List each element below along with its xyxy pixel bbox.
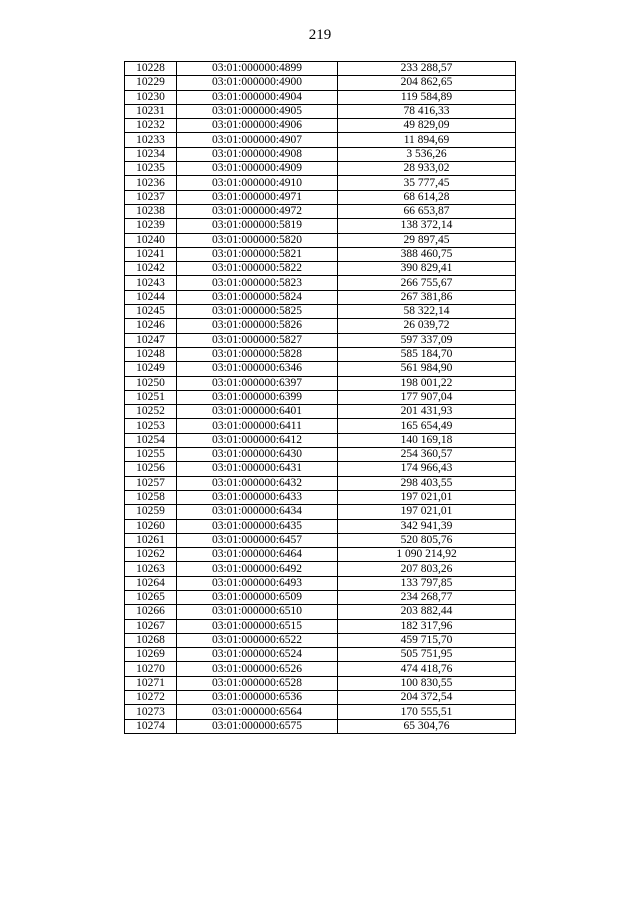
row-number-cell: 10242	[125, 262, 177, 276]
row-number-cell: 10229	[125, 76, 177, 90]
value-cell: 561 984,90	[338, 362, 516, 376]
table-row	[125, 433, 516, 447]
value-cell: 68 614,28	[338, 190, 516, 204]
value-cell: 119 584,89	[338, 90, 516, 104]
table-row	[125, 133, 516, 147]
value-cell: 138 372,14	[338, 219, 516, 233]
value-cell: 11 894,69	[338, 133, 516, 147]
table-row	[125, 676, 516, 690]
row-number-cell: 10264	[125, 576, 177, 590]
row-number-cell: 10230	[125, 90, 177, 104]
value-cell: 78 416,33	[338, 104, 516, 118]
cadastral-number-cell: 03:01:000000:4908	[177, 147, 338, 161]
row-number-cell: 10258	[125, 490, 177, 504]
value-cell: 520 805,76	[338, 533, 516, 547]
table-row	[125, 705, 516, 719]
value-cell: 35 777,45	[338, 176, 516, 190]
value-cell: 474 418,76	[338, 662, 516, 676]
value-cell: 267 381,86	[338, 290, 516, 304]
row-number-cell: 10272	[125, 691, 177, 705]
row-number-cell: 10243	[125, 276, 177, 290]
table-row	[125, 347, 516, 361]
table-row	[125, 247, 516, 261]
table-row	[125, 648, 516, 662]
table-row	[125, 162, 516, 176]
row-number-cell: 10262	[125, 548, 177, 562]
table-row	[125, 619, 516, 633]
table-row	[125, 691, 516, 705]
cadastral-number-cell: 03:01:000000:4905	[177, 104, 338, 118]
value-cell: 207 803,26	[338, 562, 516, 576]
row-number-cell: 10253	[125, 419, 177, 433]
table-row	[125, 119, 516, 133]
cadastral-number-cell: 03:01:000000:5825	[177, 305, 338, 319]
row-number-cell: 10250	[125, 376, 177, 390]
table-row	[125, 204, 516, 218]
table-row	[125, 219, 516, 233]
row-number-cell: 10237	[125, 190, 177, 204]
cadastral-number-cell: 03:01:000000:6399	[177, 390, 338, 404]
cadastral-number-cell: 03:01:000000:6434	[177, 505, 338, 519]
table-row	[125, 633, 516, 647]
table-row	[125, 276, 516, 290]
row-number-cell: 10233	[125, 133, 177, 147]
value-cell: 198 001,22	[338, 376, 516, 390]
cadastral-number-cell: 03:01:000000:6431	[177, 462, 338, 476]
row-number-cell: 10261	[125, 533, 177, 547]
value-cell: 174 966,43	[338, 462, 516, 476]
cadastral-number-cell: 03:01:000000:5827	[177, 333, 338, 347]
value-cell: 342 941,39	[338, 519, 516, 533]
table-row	[125, 405, 516, 419]
row-number-cell: 10245	[125, 305, 177, 319]
row-number-cell: 10240	[125, 233, 177, 247]
table-row	[125, 147, 516, 161]
row-number-cell: 10266	[125, 605, 177, 619]
value-cell: 254 360,57	[338, 448, 516, 462]
cadastral-number-cell: 03:01:000000:4910	[177, 176, 338, 190]
row-number-cell: 10249	[125, 362, 177, 376]
value-cell: 298 403,55	[338, 476, 516, 490]
cadastral-number-cell: 03:01:000000:4906	[177, 119, 338, 133]
value-cell: 234 268,77	[338, 590, 516, 604]
value-cell: 58 322,14	[338, 305, 516, 319]
row-number-cell: 10252	[125, 405, 177, 419]
table-row	[125, 104, 516, 118]
cadastral-number-cell: 03:01:000000:4907	[177, 133, 338, 147]
cadastral-number-cell: 03:01:000000:6435	[177, 519, 338, 533]
cadastral-number-cell: 03:01:000000:6432	[177, 476, 338, 490]
value-cell: 233 288,57	[338, 62, 516, 76]
cadastral-number-cell: 03:01:000000:6536	[177, 691, 338, 705]
value-cell: 505 751,95	[338, 648, 516, 662]
cadastral-number-cell: 03:01:000000:4904	[177, 90, 338, 104]
cadastral-number-cell: 03:01:000000:5826	[177, 319, 338, 333]
cadastral-number-cell: 03:01:000000:6430	[177, 448, 338, 462]
row-number-cell: 10257	[125, 476, 177, 490]
table-row	[125, 476, 516, 490]
value-cell: 204 862,65	[338, 76, 516, 90]
table-row	[125, 533, 516, 547]
row-number-cell: 10246	[125, 319, 177, 333]
value-cell: 100 830,55	[338, 676, 516, 690]
value-cell: 197 021,01	[338, 490, 516, 504]
table-row	[125, 319, 516, 333]
row-number-cell: 10254	[125, 433, 177, 447]
cadastral-number-cell: 03:01:000000:6524	[177, 648, 338, 662]
table-row	[125, 76, 516, 90]
value-cell: 26 039,72	[338, 319, 516, 333]
table-row	[125, 376, 516, 390]
cadastral-number-cell: 03:01:000000:6515	[177, 619, 338, 633]
cadastral-number-cell: 03:01:000000:6412	[177, 433, 338, 447]
table-row	[125, 290, 516, 304]
cadastral-number-cell: 03:01:000000:6564	[177, 705, 338, 719]
table-row	[125, 562, 516, 576]
table-row	[125, 576, 516, 590]
value-cell: 204 372,54	[338, 691, 516, 705]
row-number-cell: 10239	[125, 219, 177, 233]
row-number-cell: 10274	[125, 719, 177, 733]
cadastral-number-cell: 03:01:000000:6401	[177, 405, 338, 419]
value-cell: 388 460,75	[338, 247, 516, 261]
page-number: 219	[308, 27, 332, 43]
table-row	[125, 719, 516, 733]
value-cell: 165 654,49	[338, 419, 516, 433]
cadastral-value-table	[124, 61, 516, 734]
cadastral-number-cell: 03:01:000000:6526	[177, 662, 338, 676]
table-row	[125, 90, 516, 104]
cadastral-number-cell: 03:01:000000:6433	[177, 490, 338, 504]
row-number-cell: 10256	[125, 462, 177, 476]
row-number-cell: 10251	[125, 390, 177, 404]
cadastral-number-cell: 03:01:000000:6346	[177, 362, 338, 376]
table-row	[125, 519, 516, 533]
value-cell: 201 431,93	[338, 405, 516, 419]
cadastral-number-cell: 03:01:000000:5823	[177, 276, 338, 290]
value-cell: 65 304,76	[338, 719, 516, 733]
cadastral-number-cell: 03:01:000000:5820	[177, 233, 338, 247]
value-cell: 197 021,01	[338, 505, 516, 519]
table-row	[125, 362, 516, 376]
table-row	[125, 490, 516, 504]
row-number-cell: 10259	[125, 505, 177, 519]
row-number-cell: 10244	[125, 290, 177, 304]
value-cell: 28 933,02	[338, 162, 516, 176]
cadastral-number-cell: 03:01:000000:6457	[177, 533, 338, 547]
table-row	[125, 305, 516, 319]
table-row	[125, 62, 516, 76]
cadastral-number-cell: 03:01:000000:6493	[177, 576, 338, 590]
value-cell: 585 184,70	[338, 347, 516, 361]
table-row	[125, 419, 516, 433]
value-cell: 1 090 214,92	[338, 548, 516, 562]
row-number-cell: 10255	[125, 448, 177, 462]
value-cell: 3 536,26	[338, 147, 516, 161]
table-row	[125, 262, 516, 276]
row-number-cell: 10234	[125, 147, 177, 161]
value-cell: 182 317,96	[338, 619, 516, 633]
cadastral-number-cell: 03:01:000000:5822	[177, 262, 338, 276]
row-number-cell: 10260	[125, 519, 177, 533]
row-number-cell: 10238	[125, 204, 177, 218]
value-cell: 29 897,45	[338, 233, 516, 247]
row-number-cell: 10270	[125, 662, 177, 676]
cadastral-number-cell: 03:01:000000:4971	[177, 190, 338, 204]
value-cell: 49 829,09	[338, 119, 516, 133]
cadastral-number-cell: 03:01:000000:5824	[177, 290, 338, 304]
value-cell: 133 797,85	[338, 576, 516, 590]
table-row	[125, 190, 516, 204]
row-number-cell: 10235	[125, 162, 177, 176]
value-cell: 66 653,87	[338, 204, 516, 218]
row-number-cell: 10268	[125, 633, 177, 647]
value-cell: 597 337,09	[338, 333, 516, 347]
cadastral-number-cell: 03:01:000000:6510	[177, 605, 338, 619]
row-number-cell: 10231	[125, 104, 177, 118]
cadastral-number-cell: 03:01:000000:6522	[177, 633, 338, 647]
value-cell: 170 555,51	[338, 705, 516, 719]
table-row	[125, 233, 516, 247]
row-number-cell: 10267	[125, 619, 177, 633]
row-number-cell: 10263	[125, 562, 177, 576]
cadastral-number-cell: 03:01:000000:6411	[177, 419, 338, 433]
table-row	[125, 590, 516, 604]
table-row	[125, 462, 516, 476]
cadastral-number-cell: 03:01:000000:5828	[177, 347, 338, 361]
cadastral-number-cell: 03:01:000000:4972	[177, 204, 338, 218]
cadastral-number-cell: 03:01:000000:4899	[177, 62, 338, 76]
row-number-cell: 10271	[125, 676, 177, 690]
cadastral-number-cell: 03:01:000000:6509	[177, 590, 338, 604]
cadastral-number-cell: 03:01:000000:6397	[177, 376, 338, 390]
table-row	[125, 333, 516, 347]
row-number-cell: 10247	[125, 333, 177, 347]
cadastral-number-cell: 03:01:000000:6464	[177, 548, 338, 562]
cadastral-number-cell: 03:01:000000:5819	[177, 219, 338, 233]
row-number-cell: 10273	[125, 705, 177, 719]
table-body	[125, 62, 516, 734]
value-cell: 459 715,70	[338, 633, 516, 647]
row-number-cell: 10232	[125, 119, 177, 133]
table-row	[125, 605, 516, 619]
row-number-cell: 10241	[125, 247, 177, 261]
row-number-cell: 10265	[125, 590, 177, 604]
table-row	[125, 548, 516, 562]
table-row	[125, 176, 516, 190]
cadastral-number-cell: 03:01:000000:4909	[177, 162, 338, 176]
value-cell: 390 829,41	[338, 262, 516, 276]
table-row	[125, 448, 516, 462]
cadastral-number-cell: 03:01:000000:6575	[177, 719, 338, 733]
row-number-cell: 10269	[125, 648, 177, 662]
value-cell: 140 169,18	[338, 433, 516, 447]
row-number-cell: 10228	[125, 62, 177, 76]
value-cell: 177 907,04	[338, 390, 516, 404]
table-row	[125, 390, 516, 404]
value-cell: 203 882,44	[338, 605, 516, 619]
row-number-cell: 10236	[125, 176, 177, 190]
cadastral-number-cell: 03:01:000000:4900	[177, 76, 338, 90]
table-row	[125, 505, 516, 519]
cadastral-number-cell: 03:01:000000:6528	[177, 676, 338, 690]
table-row	[125, 662, 516, 676]
cadastral-number-cell: 03:01:000000:5821	[177, 247, 338, 261]
value-cell: 266 755,67	[338, 276, 516, 290]
cadastral-number-cell: 03:01:000000:6492	[177, 562, 338, 576]
row-number-cell: 10248	[125, 347, 177, 361]
